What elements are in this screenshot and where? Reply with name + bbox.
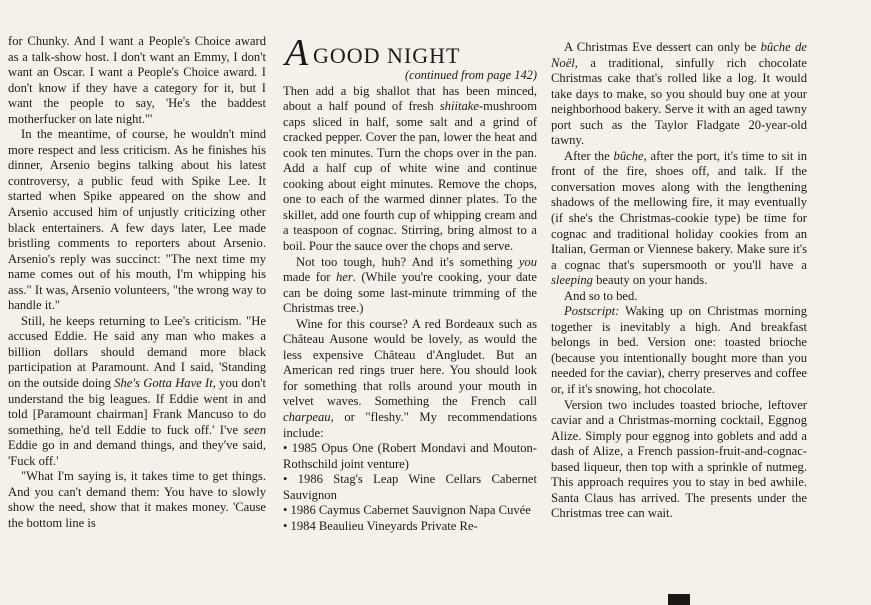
paragraph: In the meantime, of course, he wouldn't mind more respect and less criticism. As he finishes his dinner, Arsenio begins talking about his latest controversy, a public feud with Spike Lee. It started when Spike appeared on the show and Arsenio accused him of unjustly criticizing other black entertainers. A few days later, Lee made bristling comments to reporters about Arsenio. Arsenio's reply was succinct: "The next time my name comes out of his mouth, I'm whipping his ass." It was, Arsenio volunteers, "the wrong way to handle it." [8, 127, 266, 313]
list-item: • 1984 Beaulieu Vineyards Private Re- [283, 518, 478, 533]
paragraph: Version two includes toasted brioche, leftover caviar and a Christmas-morning cocktail, Eggnog Alize. Simply pour eggnog into goblets and add a dash of Alize, a French passion-fruit-and-cognac-based liqueur, then top with a sprinkle of nutmeg. This approach requires you to stay in bed awhile. Santa Claus has arrived. The presents under the Christmas tree can wait. [551, 397, 807, 521]
end-of-article-mark [668, 594, 690, 605]
paragraph: "What I'm saying is, it takes time to get things. And you can't demand them: You have to slowly show the need, show that it makes money. 'Cause the bottom line is [8, 469, 266, 530]
paragraph: Still, he keeps returning to Lee's criticism. "He accused Eddie. He said any man who makes a billion dollars should demand more black participation at Paramount. And I said, 'Standing on the outside doing She's Gotta Have It, you don't understand the big leagues. If Eddie went in and told [Paramount chairman] Frank Mancuso to do something, he'd tell Eddie to fuck off.' I've seen Eddie go in and demand things, and they've said, 'Fuck off.' [8, 313, 267, 468]
paragraph: Wine for this course? A red Bordeaux such as Château Ausone would be lovely, as would the less expensive Château d'Angludet. But an American red rings truer here. You should look for something that rolls around your mouth in velvet waves. Something the French call charpeau, or "fleshy." My recommendations include: [283, 316, 537, 440]
article-heading [285, 32, 537, 74]
paragraph: Not too tough, huh? And it's something you made for her. (While you're cooking, your date can be doing some last-minute trimming of the Christmas tree.) [283, 254, 537, 316]
heading-text: GOOD NIGHT [313, 43, 461, 68]
paragraph: And so to bed. [564, 288, 638, 303]
list-item: • 1986 Stag's Leap Wine Cellars Cabernet Sauvignon [283, 472, 537, 502]
article-column-1 [8, 34, 266, 532]
article-column-3 [551, 40, 807, 522]
list-item: • 1985 Opus One (Robert Mondavi and Mouton-Rothschild joint venture) [283, 441, 537, 471]
paragraph: After the bûche, after the port, it's time to sit in front of the fire, shoes off, and talk. If the conversation moves along with the lengthening shadows of the mellowing fire, it may eventually (if she's the Christmas-cookie type) be time for cognac and traditional holiday cookies from an Italian, German or Viennese bakery. Make sure it's a cognac that's supersmooth or you'll have a sleeping beauty on your hands. [551, 148, 808, 288]
paragraph: A Christmas Eve dessert can only be bûche de Noël, a traditional, sinfully rich chocolate Christmas cake that's rolled like a log. It would take days to make, so you should buy one at your neighborhood bakery. Serve it with an aged tawny port such as the Taylor Fladgate 20-year-old tawny. [551, 40, 807, 148]
continued-note: (continued from page 142) [404, 68, 537, 82]
paragraph: Postscript: Waking up on Christmas morning together is inevitably a high. And breakfast belongs in bed. Version one: toasted brioche (because you intentionally bought more than you needed for the caviar), cherry preserves and coffee or, if it's snowing, hot chocolate. [551, 304, 807, 397]
list-item: • 1986 Caymus Cabernet Sauvignon Napa Cuvée [283, 503, 531, 518]
drop-cap: A [285, 32, 309, 74]
article-column-2 [283, 32, 537, 534]
paragraph: for Chunky. And I want a People's Choice award as a talk-show host. I don't want an Emmy, I don't want an Oscar. I want a People's Choice award. I don't know if they have a category for it, but I want the people to say, 'He's the baddest motherfucker on late night.'" [8, 34, 266, 126]
paragraph: Then add a big shallot that has been minced, about a half pound of fresh shiitake-mushroom caps sliced in half, some salt and a grind of cracked pepper. Cover the pan, lower the heat and cook ten minutes. Turn the chops over in the pan. Add a half cup of white wine and continue cooking about eight minutes. Remove the chops, one to each of the warmed dinner plates. To the skillet, add one fourth cup of whipping cream and a teaspoon of cognac. Stirring, bring almost to a boil. Pour the sauce over the chops and serve. [283, 83, 537, 253]
